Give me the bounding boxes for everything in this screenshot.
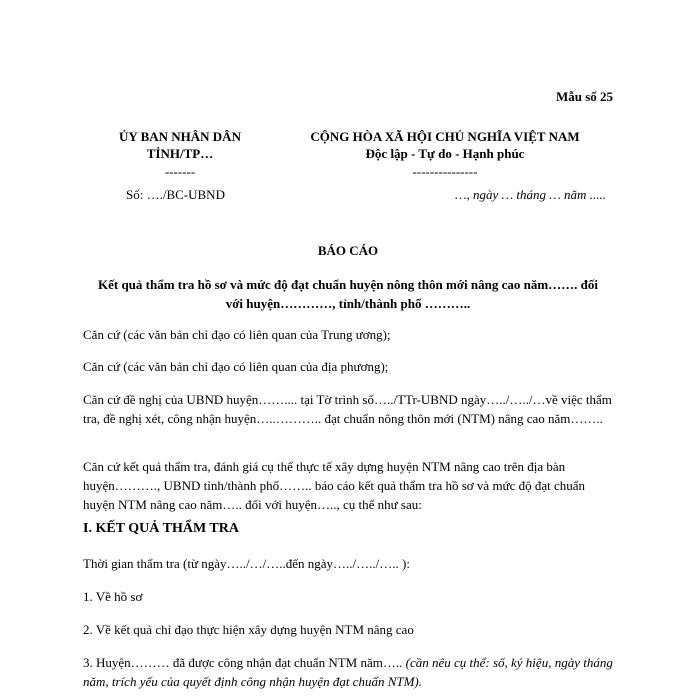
national-motto: Độc lập - Tự do - Hạnh phúc — [365, 146, 525, 161]
item-3 — [83, 653, 613, 691]
subtitle-line-1: Kết quả thẩm tra hồ sơ và mức độ đạt chuẩn huyện nông thôn mới nâng cao năm……. đối — [97, 277, 599, 292]
basis-paragraph-2: Căn cứ (các văn bản chỉ đạo có liên quan của địa phương); — [83, 359, 389, 374]
item-3-text: 3. Huyện……… đã được công nhận đạt chuẩn NTM năm….. — [83, 655, 406, 670]
left-header-rule: ------- — [164, 164, 196, 179]
item-1: 1. Về hồ sơ — [83, 589, 143, 604]
basis-paragraph-1: Căn cứ (các văn bản chỉ đạo có liên quan của Trung ương); — [83, 327, 391, 342]
right-header-rule: --------------- — [412, 164, 478, 179]
subtitle-line-2: với huyện…………, tỉnh/thành phố ……….. — [225, 296, 471, 311]
document-subtitle — [83, 275, 613, 313]
document-number: Số: …./BC-UBND — [126, 187, 225, 202]
item-3-note: (cần nêu cụ thể: số, ký hiệu, ngày tháng năm, trích yếu của quyết định công nhận huyện đạt chuẩn NTM). — [83, 655, 613, 689]
item-2: 2. Về kết quả chỉ đạo thực hiện xây dựng huyện NTM nâng cao — [83, 622, 414, 637]
document-title: BÁO CÁO — [317, 243, 379, 258]
inspection-time: Thời gian thẩm tra (từ ngày…../…/…..đến ngày…../…../….. ): — [83, 556, 410, 571]
basis-paragraph-3: Căn cứ đề nghị của UBND huyện…….... tại Tờ trình số…../TTr-UBND ngày…../…../…về việc thẩm tra, đề nghị xét, công nhận huyện…..……….. đạt chuẩn nông thôn mới (NTM) nâng cao năm…….. — [83, 392, 612, 426]
section-heading: I. KẾT QUẢ THẨM TRA — [83, 521, 239, 536]
form-number: Mẫu số 25 — [556, 89, 614, 104]
country-name: CỘNG HÒA XÃ HỘI CHỦ NGHĨA VIỆT NAM — [310, 129, 580, 144]
basis-paragraph-4: Căn cứ kết quả thẩm tra, đánh giá cụ thể thực tế xây dựng huyện NTM nâng cao trên địa bàn huyện………., UBND tỉnh/thành phố…….. báo cáo kết quả thẩm tra hồ sơ và mức độ đạt chuẩn huyện NTM nâng cao năm….. đối với huyện….., cụ thể như sau: — [83, 459, 586, 512]
document-date: …, ngày … tháng … năm ..... — [455, 187, 606, 202]
issuing-org-line2: TỈNH/TP… — [146, 146, 214, 161]
issuing-org-line1: ỦY BAN NHÂN DÂN — [119, 129, 241, 144]
